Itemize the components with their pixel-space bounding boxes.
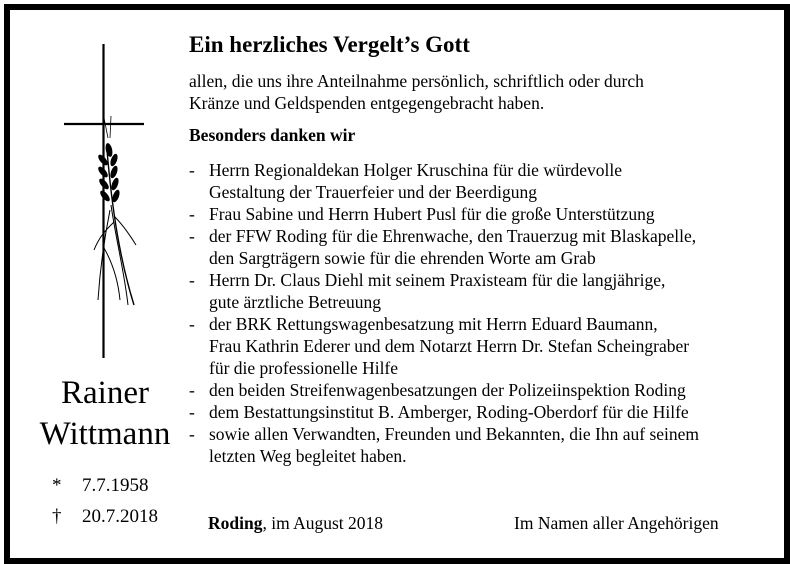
list-item-line: dem Bestattungsinstitut B. Amberger, Roding-Oberdorf für die Hilfe [209, 402, 689, 422]
list-item [189, 159, 769, 203]
list-item-line: Frau Sabine und Herrn Hubert Pusl für die große Unterstützung [209, 204, 655, 224]
list-item-line: Herrn Dr. Claus Diehl mit seinem Praxisteam für die langjährige, [209, 270, 666, 290]
intro-line: Kränze und Geldspenden entgegengebracht haben. [189, 93, 545, 113]
list-item-line: der FFW Roding für die Ehrenwache, den Trauerzug mit Blaskapelle, [209, 226, 697, 246]
list-item-line: für die professionelle Hilfe [209, 358, 399, 378]
notice-title: Ein herzliches Vergelt’s Gott [189, 32, 470, 57]
list-item [189, 313, 769, 379]
list-item-line: Gestaltung der Trauerfeier und der Beerdigung [209, 182, 538, 202]
deceased-first-name: Rainer [61, 375, 149, 411]
list-item [189, 269, 769, 313]
list-item-line: gute ärztliche Betreuung [209, 292, 382, 312]
bullet-dash: - [189, 402, 195, 422]
bullet-dash: - [189, 380, 195, 400]
notice-body [189, 30, 769, 467]
place-name: Roding [208, 513, 263, 533]
deceased-last-name: Wittmann [39, 416, 171, 452]
place-date [208, 512, 383, 534]
list-item [189, 225, 769, 269]
intro-text [189, 70, 769, 114]
list-item-line: den beiden Streifenwagenbesatzungen der Polizeiinspektion Roding [209, 380, 686, 400]
list-item [189, 401, 769, 423]
death-symbol: † [52, 506, 62, 527]
death-date: 20.7.2018 [82, 506, 158, 527]
bullet-dash: - [189, 314, 195, 334]
list-item-line: Frau Kathrin Ederer und dem Notarzt Herrn Dr. Stefan Scheingraber [209, 336, 690, 356]
thanks-heading: Besonders danken wir [189, 125, 356, 145]
date-text: , im August 2018 [262, 513, 384, 533]
list-item-line: Herrn Regionaldekan Holger Kruschina für die würdevolle [209, 160, 623, 180]
list-item [189, 203, 769, 225]
list-item [189, 379, 769, 401]
bullet-dash: - [189, 424, 195, 444]
list-item-line: letzten Weg begleitet haben. [209, 446, 407, 466]
bullet-dash: - [189, 204, 195, 224]
birth-date: 7.7.1958 [82, 475, 149, 496]
death-date-row [52, 506, 158, 528]
list-item-line: den Sargträgern sowie für die ehrenden Worte am Grab [209, 248, 596, 268]
list-item-line: der BRK Rettungswagenbesatzung mit Herrn Eduard Baumann, [209, 314, 658, 334]
list-item-line: sowie allen Verwandten, Freunden und Bekannten, die Ihn auf seinem [209, 424, 700, 444]
bullet-dash: - [189, 160, 195, 180]
list-item [189, 423, 769, 467]
bullet-dash: - [189, 270, 195, 290]
birth-date-row [52, 475, 149, 497]
birth-symbol: * [52, 475, 62, 496]
thanks-list [189, 159, 769, 467]
signature-line: Im Namen aller Angehörigen [514, 513, 719, 533]
bullet-dash: - [189, 226, 195, 246]
intro-line: allen, die uns ihre Anteilnahme persönlich, schriftlich oder durch [189, 71, 644, 91]
